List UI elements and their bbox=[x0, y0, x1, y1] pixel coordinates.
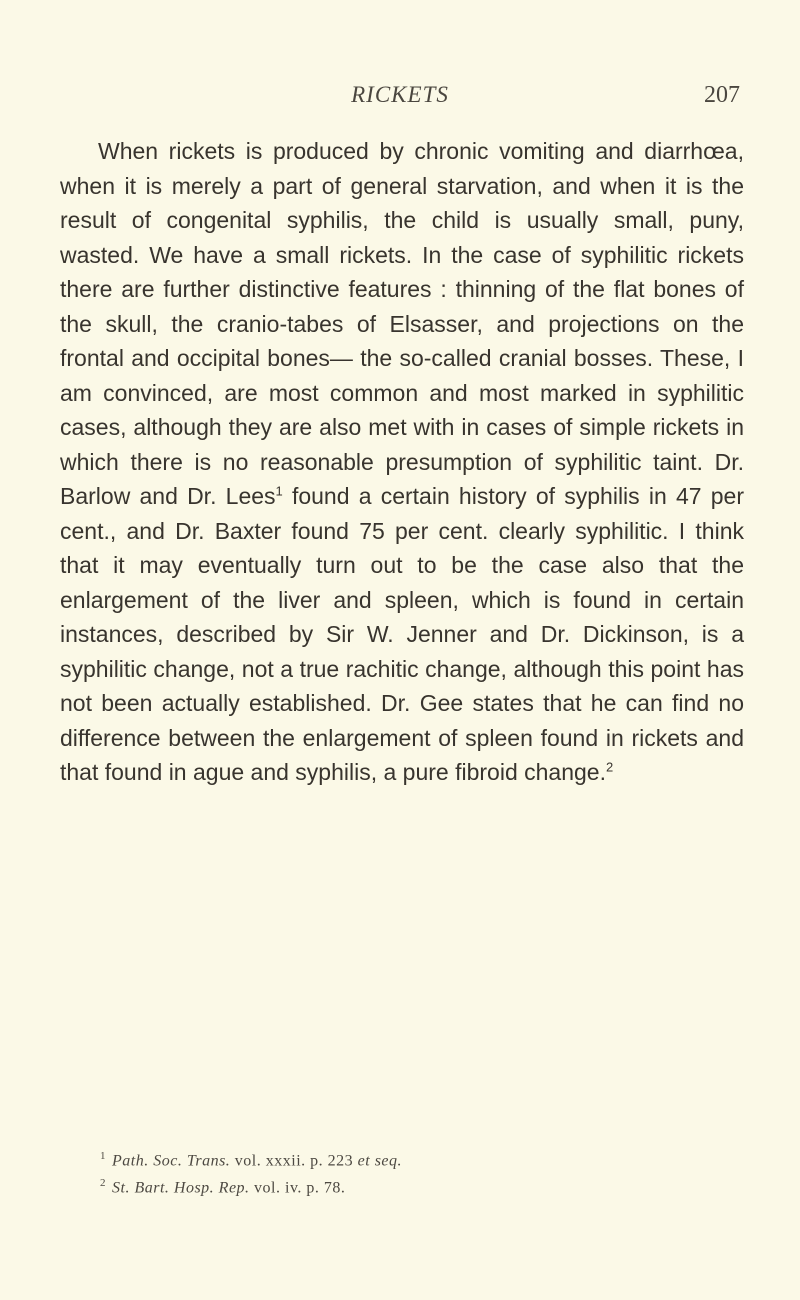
page-number: 207 bbox=[704, 82, 740, 108]
footnote-reference: 1 bbox=[275, 483, 283, 499]
footnote-source: Path. Soc. Trans. bbox=[112, 1152, 231, 1170]
footnote-mark: 2 bbox=[100, 1177, 106, 1190]
running-head bbox=[60, 82, 740, 122]
footnote-detail: vol. iv. p. 78. bbox=[249, 1179, 346, 1197]
footnote bbox=[100, 1172, 700, 1199]
paragraph bbox=[60, 134, 744, 790]
footnote-mark: 1 bbox=[100, 1150, 106, 1162]
footnote bbox=[100, 1145, 700, 1172]
footnote-reference: 2 bbox=[606, 759, 614, 775]
footnote-detail: vol. xxxii. p. 223 bbox=[230, 1152, 358, 1170]
paragraph-text-part-2: found a certain history of syphilis in 47 per cent., and Dr. Baxter found 75 per cent. clearly syphilitic. I think that it may eventually turn out to be the case also that the enlargement of the liver and spleen, which is found in certain instances, described by Sir W. Jenner and Dr. Dickinson, is a syphilitic change, not a true rachitic change, although this point has not been actually established. Dr. Gee states that he can find no difference between the enlargement of spleen found in rickets and that found in ague and syphilis, a pure fibroid change. bbox=[60, 483, 744, 785]
body-text bbox=[60, 134, 744, 790]
footnote-source: St. Bart. Hosp. Rep. bbox=[112, 1179, 250, 1197]
running-title: RICKETS bbox=[351, 82, 449, 107]
footnotes bbox=[100, 1145, 700, 1200]
paragraph-text-part-1: When rickets is produced by chronic vomiting and diarrhœa, when it is merely a part of general starvation, and when it is the result of congenital syphilis, the child is usually small, puny, wasted. We have a small rickets. In the case of syphilitic rickets there are further distinctive features : thinning of the flat bones of the skull, the cranio-tabes of Elsasser, and projections on the frontal and occipital bones— the so-called cranial bosses. These, I am convinced, are most common and most marked in syphilitic cases, although they are also met with in cases of simple rickets in which there is no reasonable presumption of syphilitic taint. Dr. Barlow and Dr. Lees bbox=[60, 138, 744, 509]
footnote-suffix: et seq. bbox=[357, 1152, 403, 1170]
